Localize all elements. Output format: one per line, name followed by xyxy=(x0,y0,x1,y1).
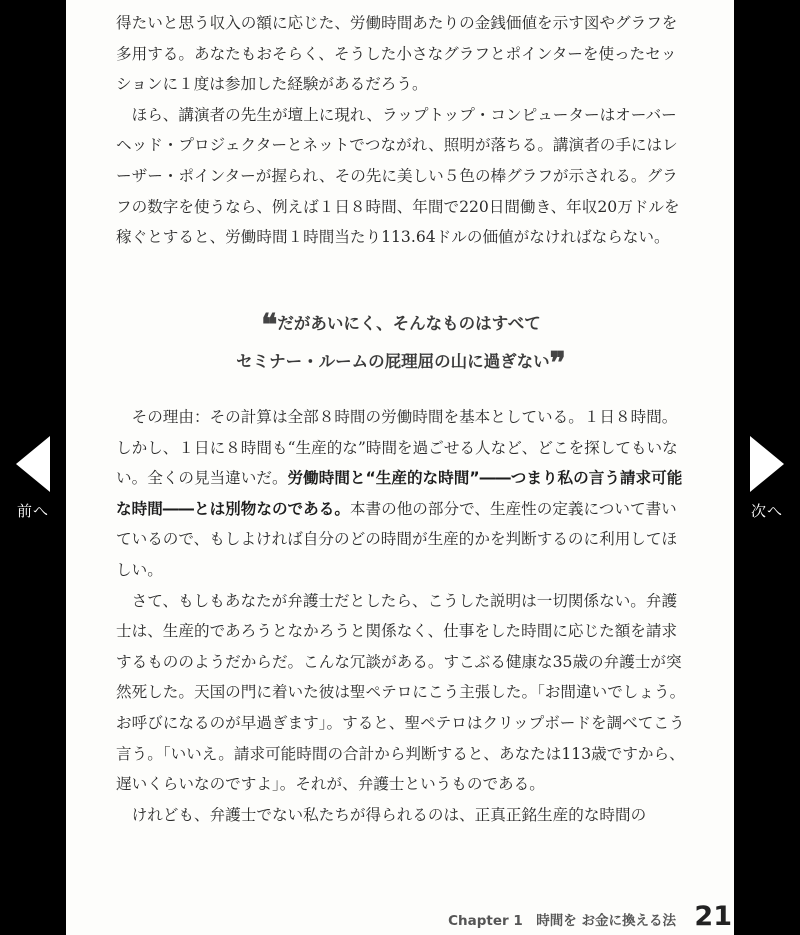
pull-quote xyxy=(116,306,686,382)
paragraph-5: けれども、弁護士でない私たちが得られるのは、正真正銘生産的な時間の xyxy=(131,805,647,824)
arrow-left-icon xyxy=(16,436,50,492)
next-page-label: 次へ xyxy=(750,502,783,520)
prev-page-button[interactable] xyxy=(0,436,66,536)
open-quote-icon: ❝ xyxy=(261,308,278,343)
pull-quote-line-2: セミナー・ルームの屁理屈の山に過ぎない xyxy=(236,352,550,371)
next-page-button[interactable] xyxy=(734,436,800,536)
paragraph-3-text-b: 本書の他の部分で、生産性の定義について書いているので、もしよければ自分のどの時間が生産的かを判断するのに利用してほしい。 xyxy=(116,499,678,579)
page-footer xyxy=(414,899,734,935)
book-page xyxy=(66,0,734,935)
paragraph-3-text-a: その理由：その計算は全部８時間の労働時間を基本としている。１日８時間。しかし、１日に８時間も“生産的な”時間を過ごせる人など、どこを探してもいない。全くの見当違いだ。 xyxy=(116,408,678,488)
chapter-title: Chapter 1 時間を お金に換える法 xyxy=(448,913,676,929)
paragraph-3 xyxy=(116,402,686,586)
paragraph-3-bold: 労働時間と“生産的な時間”――つまり私の言う請求可能な時間――とは別物なのである。 xyxy=(116,469,683,518)
page-number: 21 xyxy=(694,901,732,932)
paragraph-1: 得たいと思う収入の額に応じた、労働時間あたりの金銭価値を示す図やグラフを多用する。あなたもおそらく、そうした小さなグラフとポインターを使ったセッションに１度は参加した経験があるだろう。 xyxy=(116,14,678,94)
pull-quote-line-1: だがあいにく、そんなものはすべて xyxy=(277,314,541,333)
text-block-top xyxy=(116,8,686,253)
prev-page-label: 前へ xyxy=(16,502,49,520)
arrow-right-icon xyxy=(750,436,784,492)
paragraph-4: さて、もしもあなたが弁護士だとしたら、こうした説明は一切関係ない。弁護士は、生産的であろうとなかろうと関係なく、仕事をした時間に応じた額を請求するもののようだからだ。こんな冗談がある。すこぶる健康な35歳の弁護士が突然死した。天国の門に着いた彼は聖ペテロにこう主張した。「お間違いでしょう。お呼びになるのが早過ぎます」。すると、聖ペテロはクリップボードを調べてこう言う。「いいえ。請求可能時間の合計から判断すると、あなたは113歳ですから、遅いくらいなのですよ」。それが、弁護士というものである。 xyxy=(116,591,686,794)
paragraph-2: ほら、講演者の先生が壇上に現れ、ラップトップ・コンピューターはオーバーヘッド・プロジェクターとネットでつながれ、照明が落ちる。講演者の手にはレーザー・ポインターが握られ、その先に美しい５色の棒グラフが示される。グラフの数字を使うなら、例えば１日８時間、年間で220日間働き、年収20万ドルを稼ぐとすると、労働時間１時間当たり113.64ドルの価値がなければならない。 xyxy=(116,105,680,247)
close-quote-icon: ❞ xyxy=(549,346,566,381)
text-block-bottom xyxy=(116,402,686,830)
